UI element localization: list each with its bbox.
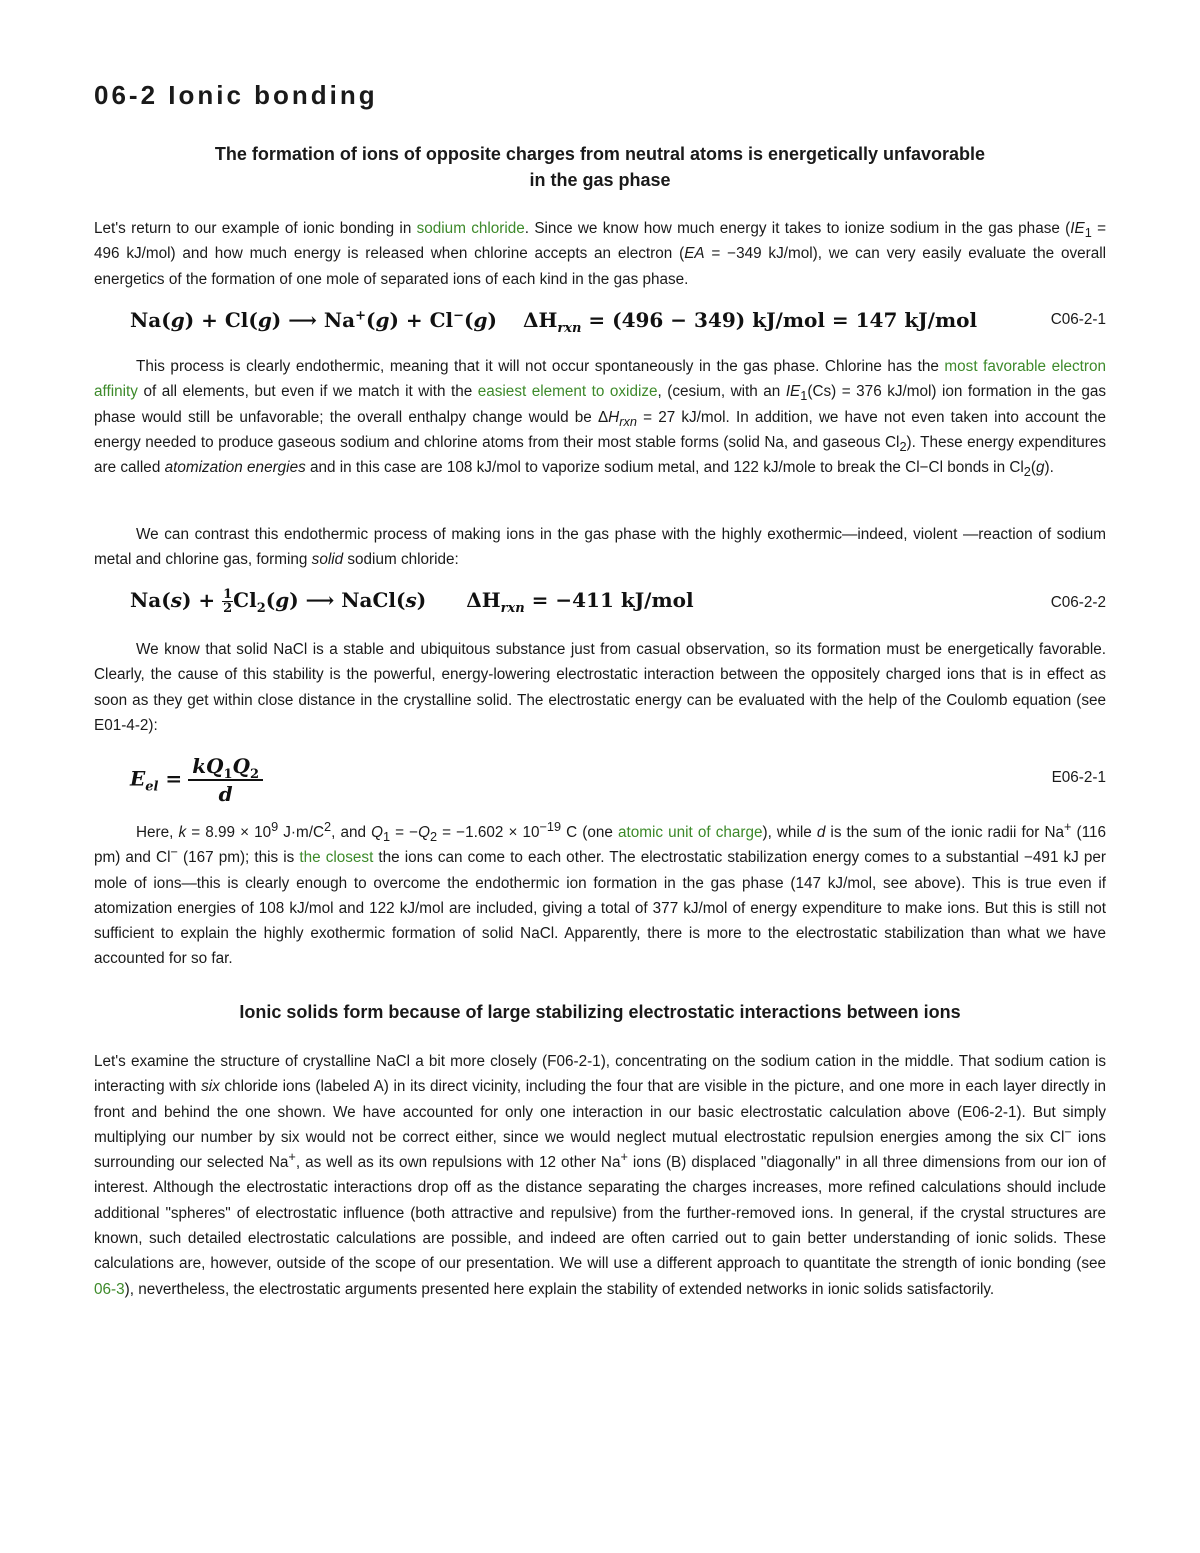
link-easiest-element-to-oxidize[interactable]: easiest element to oxidize — [477, 383, 658, 401]
link-the-closest[interactable]: the closest — [299, 849, 374, 867]
equation-formula: Na(g) + Cl(g) ⟶ Na+(g) + Cl−(g) $\Delta H_{rxn} = (496 - 349) kJ/mol = 147$ kJ/mol — [130, 308, 978, 336]
paragraph-crystal-structure: Let's examine the structure of crystalline NaCl a bit more closely (F06-2-1), concentrating on the sodium cation in the middle. That sodium cation is interacting with six chloride ions (labeled A) in its direct vicinity, including the four that are visible in the picture, and one more in each layer directly in front and behind the one shown. We have accounted for only one interaction in our basic electrostatic calculation above (E06-2-1). But simply multiplying our number by six would not be correct either, since we would neglect mutual electrostatic repulsion energies among the six Cl− ions surrounding our selected Na+, as well as its own repulsions with 12 other Na+ ions (B) displaced "diagonally" in all three dimensions from our ion of interest. Although the electrostatic interactions drop off as the distance separating the charges increases, more refined calculations should include additional "spheres" of electrostatic influence (both attractive and repulsive) from the further-removed ions. In general, if the crystal structures are known, such detailed electrostatic calculations are possible, and indeed are often carried out to gain better understanding of ionic solids. These calculations are, however, outside of the scope of our presentation. We will use a different approach to quantitate the strength of ionic bonding (see 06-3), nevertheless, the electrostatic arguments presented here explain the stability of extended networks in ionic solids satisfactorily. — [94, 1053, 1106, 1298]
link-sodium-chloride[interactable]: sodium chloride — [416, 220, 525, 237]
equation-formula: Na(s) + $\frac{1}{2}$ $Cl_2(g)$ ⟶ NaCl(s) $\Delta H_{rxn} = -411$ kJ/mol — [130, 587, 694, 616]
section-heading-ionic-solids: Ionic solids form because of large stabilizing electrostatic interactions between ions — [239, 1002, 961, 1022]
page-title: 06-2 Ionic bonding — [94, 80, 378, 110]
equation-e06-2-1 — [94, 754, 1106, 810]
heading-line: in the gas phase — [529, 170, 671, 190]
paragraph-contrast: We can contrast this endothermic process of making ions in the gas phase with the highly exothermic—indeed, violent —reaction of sodium metal and chlorine gas, forming solid sodium chloride: — [94, 526, 1106, 569]
paragraph-intro: Let's return to our example of ionic bonding in sodium chloride. Since we know how much energy it takes to ionize sodium in the gas phase ($IE_1 = 496$ kJ/mol) and how much energy is released when chlorine accepts an electron (EA = −349 kJ/mol), we can very easily evaluate the overall energetics of the formation of one mole of separated ions of each kind in the gas phase. — [94, 220, 1107, 288]
equation-c06-2-2 — [94, 588, 1106, 628]
paragraph-endothermic: This process is clearly endothermic, meaning that it will not occur spontaneously in the gas phase. Chlorine has the most favorable electron affinity of all elements, but even if we match it with the easiest element to oxidize, (cesium, with an $IE_1(Cs) = 376$ kJ/mol) ion formation in the gas phase would still be unfavorable; the overall enthalpy change would be $\Delta H_{rxn} = 27$ kJ/mol. In addition, we have not even taken into account the energy needed to produce gaseous sodium and chlorine atoms from their most stable forms (solid Na, and gaseous $Cl_2$). These energy expenditures are called atomization energies and in this case are 108 kJ/mol to vaporize sodium metal, and 122 kJ/mole to break the Cl−Cl bonds in $Cl_2(g)$. — [94, 358, 1107, 480]
paragraph-coulomb: We know that solid NaCl is a stable and ubiquitous substance just from casual observation, so its formation must be energetically favorable. Clearly, the cause of this stability is the powerful, energy-lowering electrostatic interaction between the oppositely charged ions that is in effect as soon as they get within close distance in the crystalline solid. The electrostatic energy can be evaluated with the help of the Coulomb equation (see E01-4-2): — [94, 641, 1106, 734]
link-atomic-unit-of-charge[interactable]: atomic unit of charge — [618, 824, 763, 841]
link-electron-affinity[interactable]: most favorable electron affinity — [94, 358, 1106, 401]
heading-line: The formation of ions of opposite charges from neutral atoms is energetically unfavorable — [214, 144, 986, 164]
fraction-one-half: $\frac{1}{2}$ — [223, 587, 233, 616]
section-heading-gas-phase — [94, 141, 1106, 193]
equation-c06-2-1 — [94, 308, 1106, 348]
fraction-coulomb: $\frac{kQ_1Q_2}{d}$ — [188, 754, 263, 806]
link-06-3[interactable]: 06-3 — [94, 1280, 125, 1298]
paragraph-electrostatic-energy: Here, $k = 8.99 \times 10^9$ $J\cdot m/C^2$, and $Q_1 = -Q_2 = -1.602 \times 10^{-19}$ C (one atomic unit of charge), while d is the sum of the ionic radii for Na+ (116 pm) and Cl− (167 pm); this is the closest the ions can come to each other. The electrostatic stabilization energy comes to a substantial −491 kJ per mole of ions—this is clearly enough to overcome the endothermic ion formation in the gas phase (147 kJ/mol, see above). This is true even if atomization energies of 108 kJ/mol and 122 kJ/mol are included, giving a total of 377 kJ/mol of energy expenditure to make ions. But this is still not sufficient to explain the highly exothermic formation of solid NaCl. Apparently, there is more to the electrostatic stabilization than what we have accounted for so far. — [94, 818, 1107, 968]
equation-label: C06-2-1 — [1050, 311, 1106, 328]
equation-label: E06-2-1 — [1051, 769, 1106, 786]
equation-label: C06-2-2 — [1050, 594, 1106, 611]
equation-formula: $E_{el}$ = $\frac{kQ_1Q_2}{d}$ — [130, 754, 263, 806]
